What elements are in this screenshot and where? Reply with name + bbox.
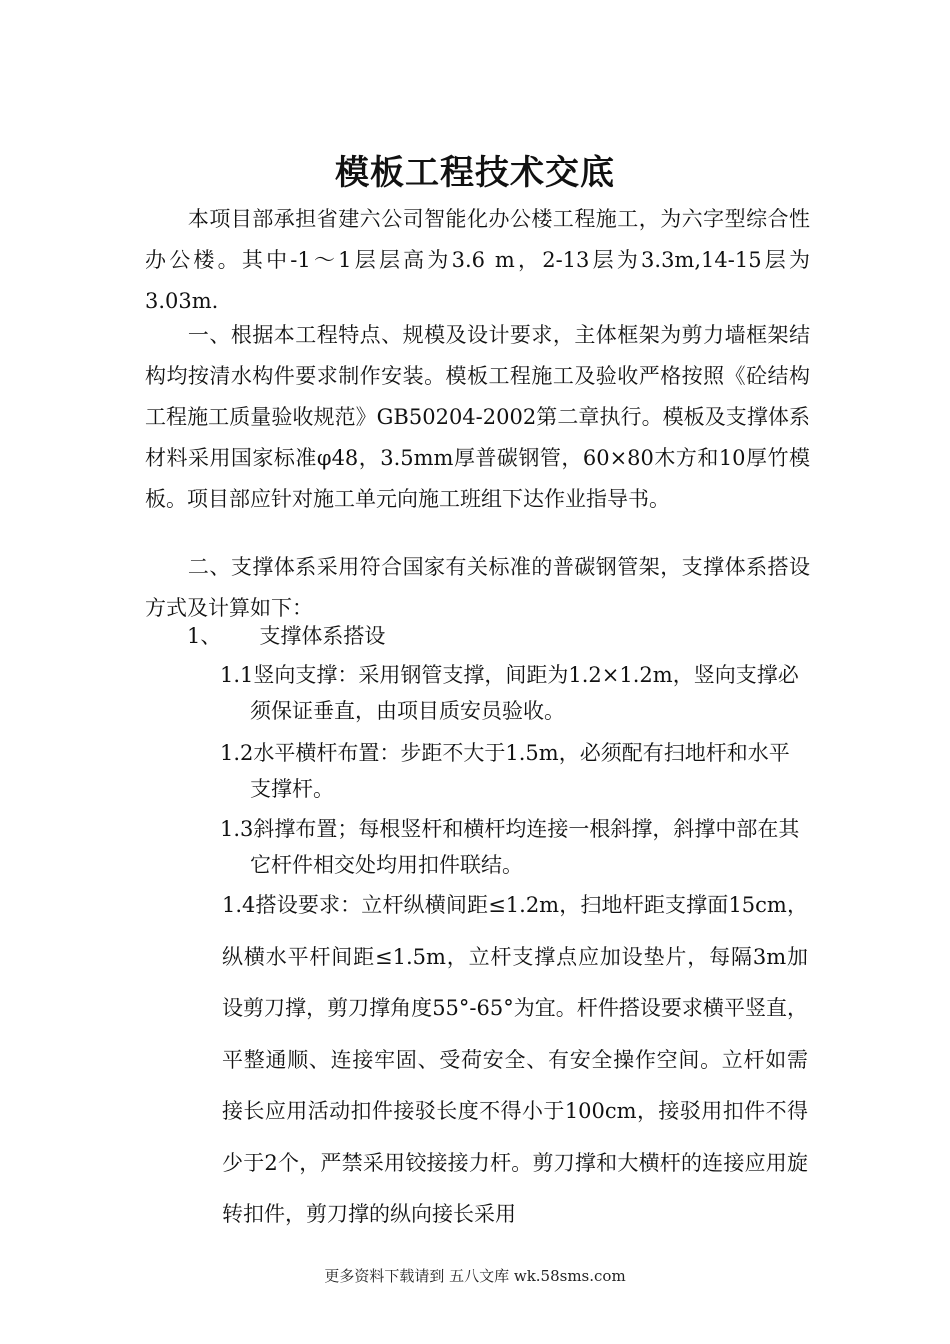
list-item-setup-requirements: 1.4搭设要求：立杆纵横间距≤1.2m，扫地杆距支撑面15cm，纵横水平杆间距≤1.5m，立杆支撑点应加设垫片，每隔3m加设剪刀撑，剪刀撑角度55°-65°为宜。杆件搭设要求横平竖直，平整通顺、连接牢固、受荷安全、有安全操作空间。立杆如需接长应用活动扣件接驳长度不得小于100cm，接驳用扣件不得少于2个，严禁采用铰接接力杆。剪刀撑和大横杆的连接应用旋转扣件，剪刀撑的纵向接长采用	[222, 893, 808, 1226]
list-item-text: 1.1竖向支撑：采用钢管支撑，间距为1.2×1.2m，竖向支撑必须保证垂直，由项目质安员验收。	[220, 663, 799, 723]
list-item-text: 1.2水平横杆布置：步距不大于1.5m，必须配有扫地杆和水平支撑杆。	[220, 741, 790, 801]
list-item	[220, 735, 810, 807]
subheading-number: 1、	[187, 624, 222, 648]
list-item	[220, 811, 810, 883]
subheading-text: 支撑体系搭设	[259, 624, 386, 648]
footer-note: 更多资料下载请到 五八文库 wk.58sms.com	[324, 1267, 626, 1285]
list-item-text: 1.3斜撑布置；每根竖杆和横杆均连接一根斜撑，斜撑中部在其它杆件相交处均用扣件联结。	[220, 817, 800, 877]
list-item	[220, 657, 810, 729]
subheading-support-system	[187, 620, 385, 652]
section-two-paragraph: 二、支撑体系采用符合国家有关标准的普碳钢管架，支撑体系搭设方式及计算如下：	[145, 555, 810, 620]
intro-paragraph: 本项目部承担省建六公司智能化办公楼工程施工，为六字型综合性办公楼。其中-1～1层层高为3.6 m，2-13层为3.3m,14-15层为3.03m.	[145, 207, 810, 313]
section-one-paragraph: 一、根据本工程特点、规模及设计要求，主体框架为剪力墙框架结构均按清水构件要求制作安装。模板工程施工及验收严格按照《砼结构工程施工质量验收规范》GB50204-2002第二章执行。模板及支撑体系材料采用国家标准φ48，3.5mm厚普碳钢管，60×80木方和10厚竹模板。项目部应针对施工单元向施工班组下达作业指导书。	[145, 323, 810, 511]
document-title: 模板工程技术交底	[335, 153, 615, 193]
